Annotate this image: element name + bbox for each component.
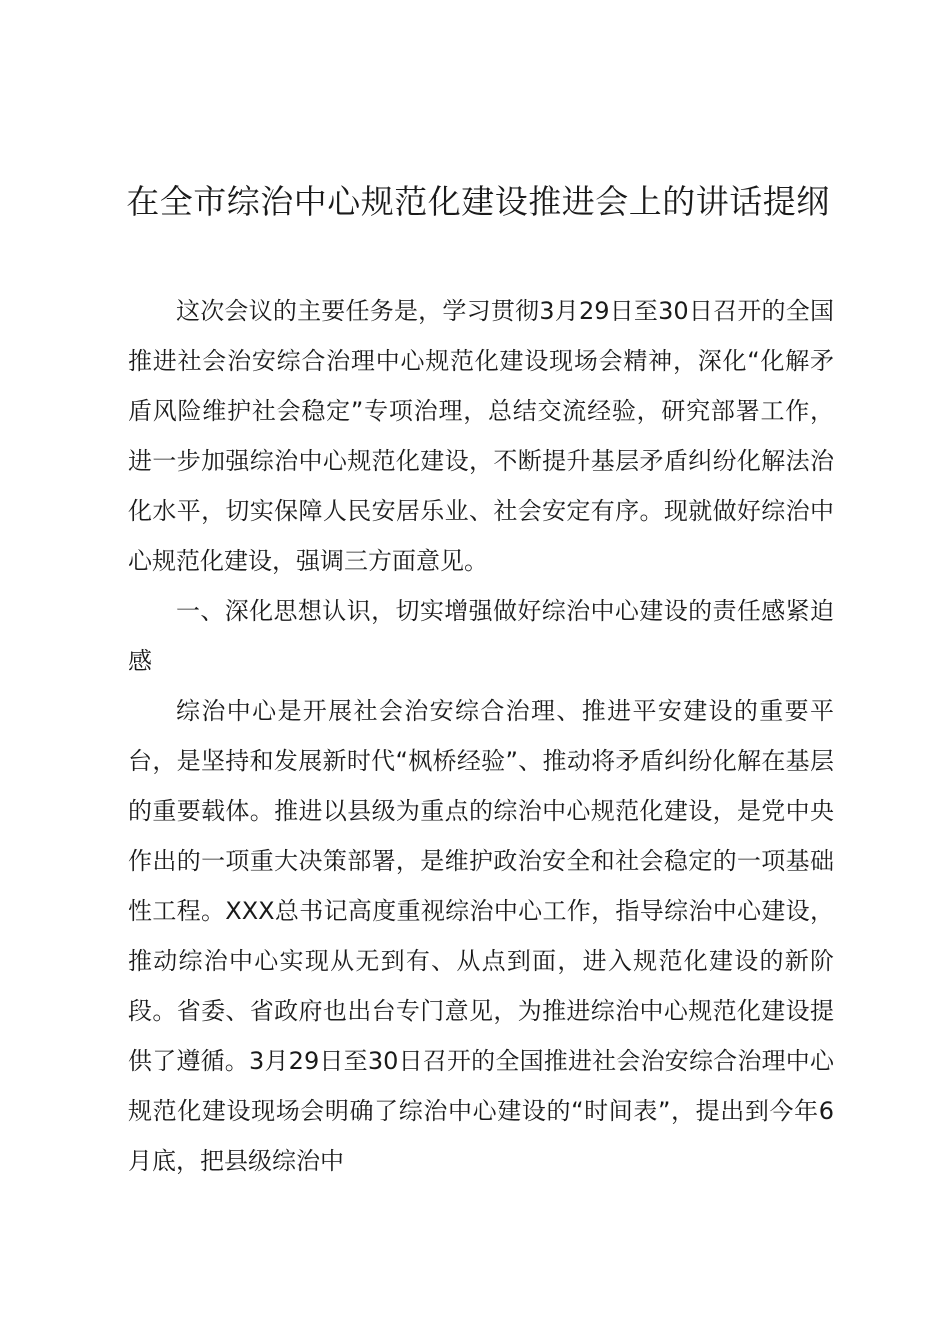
document-body <box>128 286 834 1186</box>
paragraph-section-1: 综治中心是开展社会治安综合治理、推进平安建设的重要平台，是坚持和发展新时代“枫桥经验”、推动将矛盾纠纷化解在基层的重要载体。推进以县级为重点的综治中心规范化建设，是党中央作出的一项重大决策部署，是维护政治安全和社会稳定的一项基础性工程。XXX总书记高度重视综治中心工作，指导综治中心建设，推动综治中心实现从无到有、从点到面，进入规范化建设的新阶段。省委、省政府也出台专门意见，为推进综治中心规范化建设提供了遵循。3月29日至30日召开的全国推进社会治安综合治理中心规范化建设现场会明确了综治中心建设的“时间表”，提出到今年6月底，把县级综治中 <box>128 697 834 1175</box>
section-heading-1: 一、深化思想认识，切实增强做好综治中心建设的责任感紧迫感 <box>128 597 834 675</box>
paragraph-intro: 这次会议的主要任务是，学习贯彻3月29日至30日召开的全国推进社会治安综合治理中心规范化建设现场会精神，深化“化解矛盾风险维护社会稳定”专项治理，总结交流经验，研究部署工作，进一步加强综治中心规范化建设，不断提升基层矛盾纠纷化解法治化水平，切实保障人民安居乐业、社会安定有序。现就做好综治中心规范化建设，强调三方面意见。 <box>128 297 834 575</box>
document-title: 在全市综治中心规范化建设推进会上的讲话提纲 <box>126 182 830 221</box>
